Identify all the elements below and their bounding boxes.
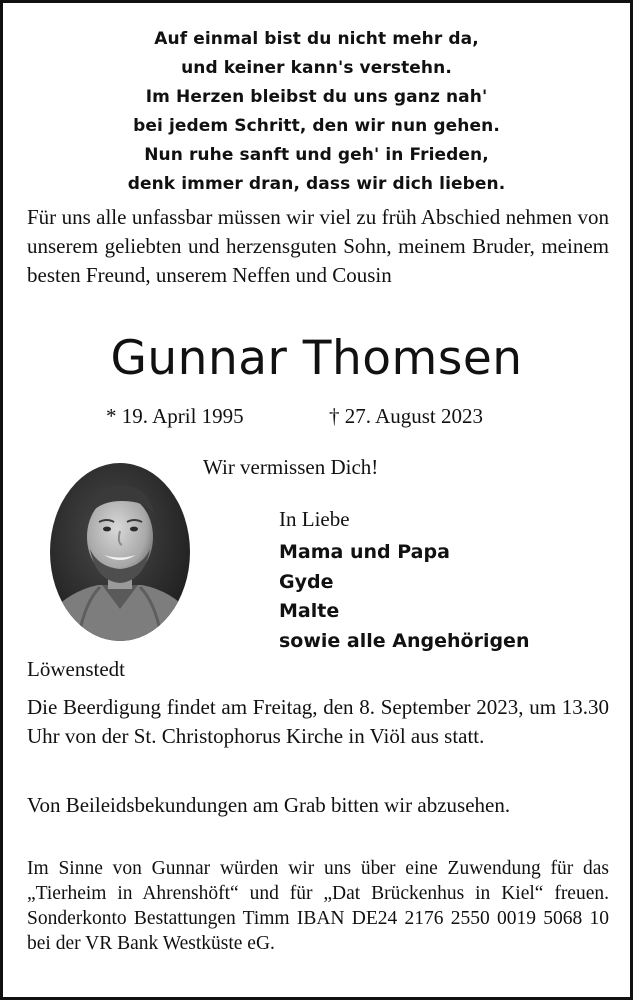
poem-line: und keiner kann's verstehn. — [181, 58, 452, 78]
in-love-label: In Liebe — [279, 507, 350, 531]
mourner-name: sowie alle Angehörigen — [279, 629, 530, 652]
mourner-name: Gyde — [279, 570, 334, 593]
poem-line: Auf einmal bist du nicht mehr da, — [154, 29, 479, 49]
death-date: † 27. August 2023 — [329, 404, 484, 428]
poem-line: bei jedem Schritt, den wir nun gehen. — [133, 116, 500, 136]
poem-line: Nun ruhe sanft und geh' in Frieden, — [144, 145, 489, 165]
portrait-photo — [50, 463, 190, 641]
intro-text: Für uns alle unfassbar müssen wir viel zu früh Abschied nehmen von unserem geliebten und herzensguten Sohn, meinem Bruder, meinem besten Freund, unserem Neffen und Cousin — [27, 205, 609, 287]
place-name: Löwenstedt — [27, 657, 125, 681]
condolence-note: Von Beileidsbekundungen am Grab bitten wir abzusehen. — [27, 793, 511, 817]
donation-note: Im Sinne von Gunnar würden wir uns über eine Zuwendung für das „Tierheim in Ahrenshöft“ und für „Dat Brückenhus in Kiel“ freuen. Sonderkonto Bestattungen Timm IBAN DE24 2176 2550 0019 5068 10 bei der VR Bank Westküste eG. — [27, 858, 609, 954]
poem-line: denk immer dran, dass wir dich lieben. — [127, 174, 506, 194]
we-miss-you-text: Wir vermissen Dich! — [203, 455, 379, 479]
mourner-name: Malte — [279, 600, 340, 622]
funeral-details: Die Beerdigung findet am Freitag, den 8. September 2023, um 13.30 Uhr von der St. Christophorus Kirche in Viöl aus statt. — [27, 695, 609, 748]
memorial-poem — [3, 25, 630, 199]
birth-date: * 19. April 1995 — [106, 404, 244, 428]
mourner-name: Mama und Papa — [279, 541, 450, 563]
deceased-name: Gunnar Thomsen — [110, 331, 523, 386]
poem-line: Im Herzen bleibst du uns ganz nah' — [145, 87, 488, 107]
mourners-list — [279, 538, 529, 656]
